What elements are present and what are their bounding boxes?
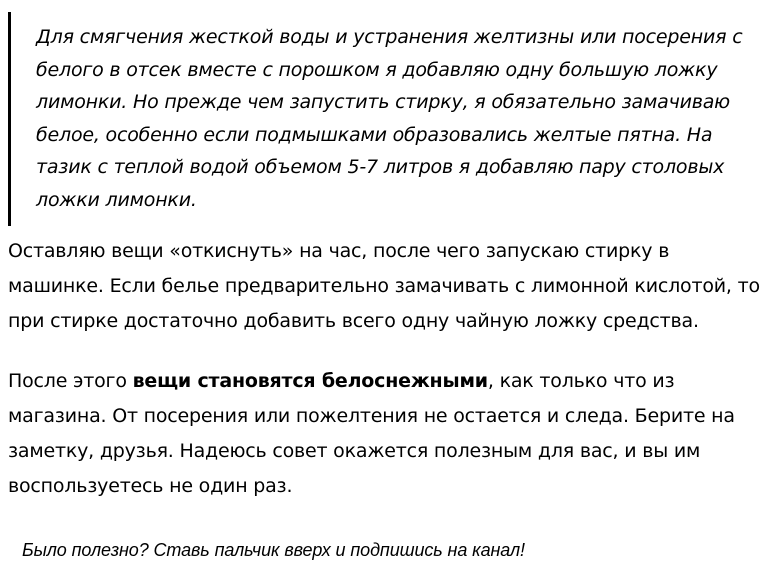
paragraph-result-bold: вещи становятся белоснежными — [132, 370, 488, 392]
call-to-action: Было полезно? Ставь пальчик вверх и подпишись на канал! — [22, 540, 525, 560]
paragraph-result — [8, 364, 760, 504]
paragraph-result-rest: , как только что из магазина. От посерения или пожелтения не остается и следа. Берите на заметку, друзья. Надеюсь совет окажется полезным для вас, и вы им воспользуетесь не один раз. — [8, 370, 735, 497]
blockquote — [8, 12, 760, 226]
blockquote-text: Для смягчения жесткой воды и устранения желтизны или посерения с белого в отсек вместе с порошком я добавляю одну большую ложку лимонки. Но прежде чем запустить стирку, я обязательно замачиваю белое, особенно если подмышками образовались желтые пятна. На тазик с теплой водой объемом 5-7 литров я добавляю пару столовых ложки лимонки. — [36, 26, 743, 211]
paragraph-soaking: Оставляю вещи «откиснуть» на час, после чего запускаю стирку в машинке. Если белье предварительно замачивать с лимонной кислотой, то при стирке достаточно добавить всего одну чайную ложку средства. — [8, 240, 760, 332]
paragraph-result-lead: После этого — [8, 370, 133, 392]
